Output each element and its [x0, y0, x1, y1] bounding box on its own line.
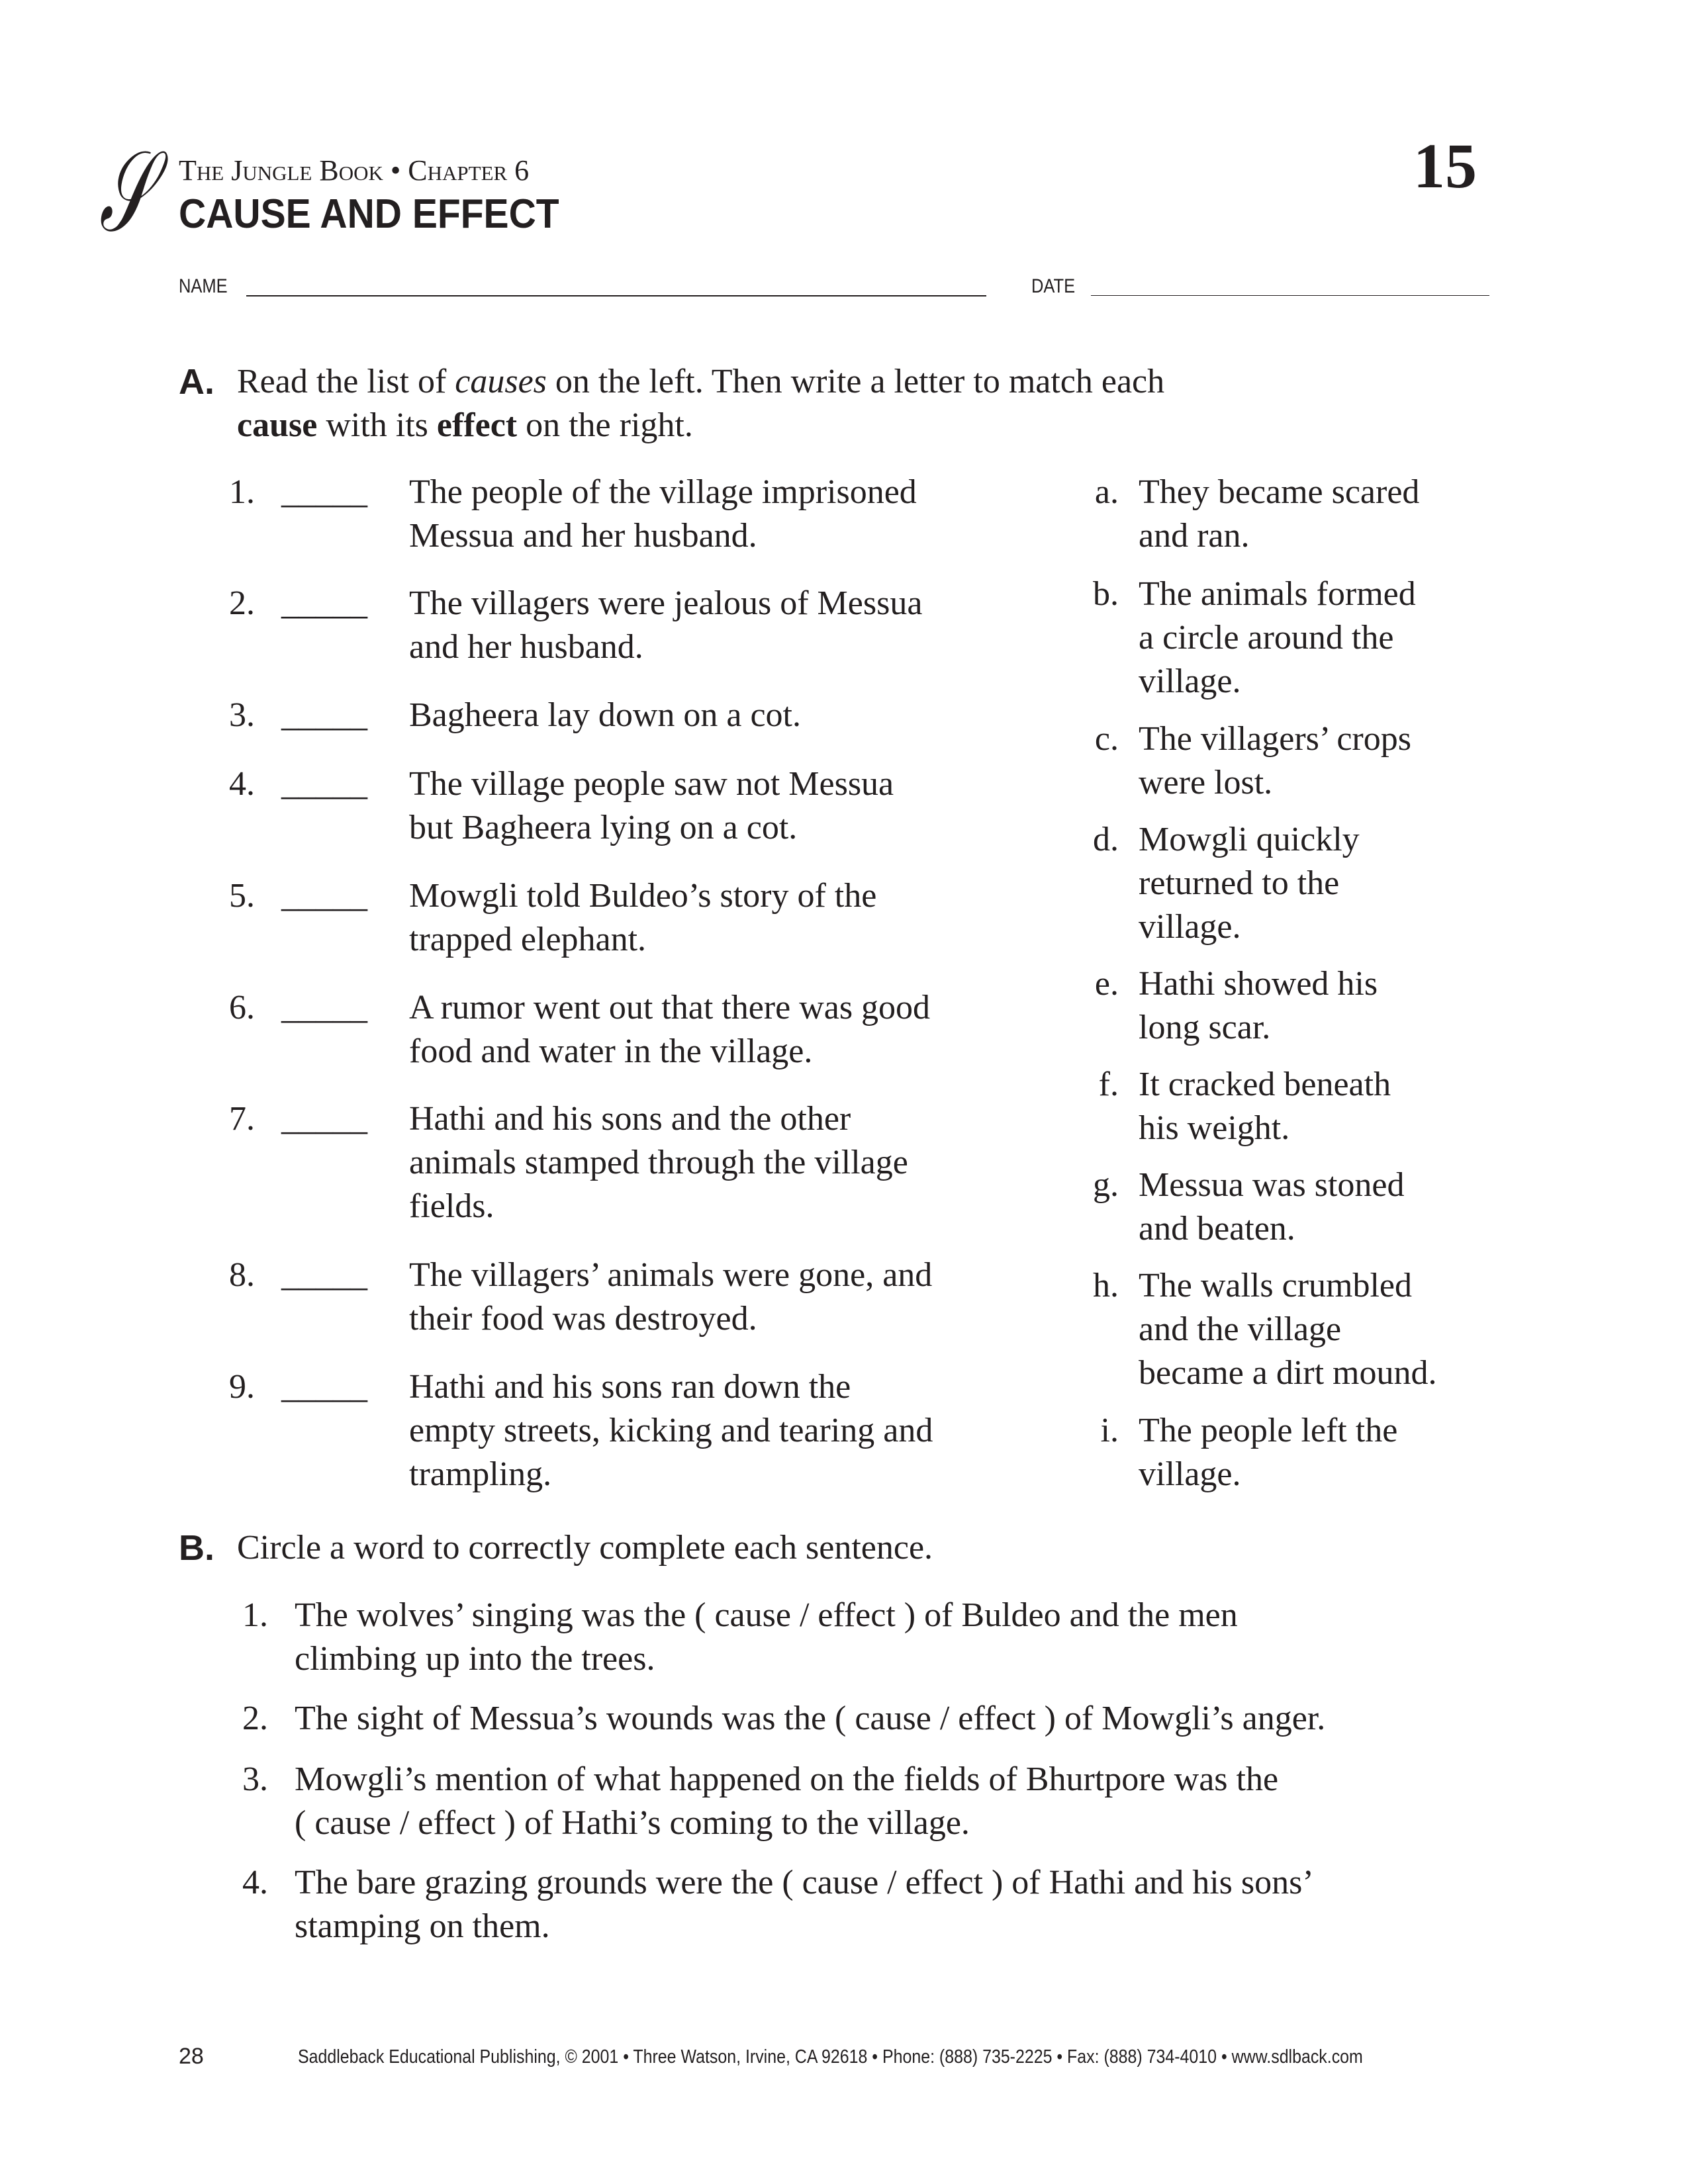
section-a-letter: A. — [179, 362, 214, 402]
section-b-letter: B. — [179, 1528, 214, 1568]
cause-line: trapped elephant. — [409, 921, 647, 958]
effect-letter: b. — [1093, 575, 1119, 613]
effect-text — [1139, 471, 1419, 558]
cause-text — [409, 582, 922, 669]
cause-line: Messua and her husband. — [409, 517, 757, 555]
answer-blank[interactable]: _____ — [281, 1100, 367, 1138]
date-field[interactable] — [1091, 295, 1489, 296]
cause-number: 9. — [229, 1368, 255, 1406]
sentence-line: climbing up into the trees. — [295, 1640, 655, 1678]
sentence-text[interactable] — [295, 1594, 1238, 1681]
sentence-line: stamping on them. — [295, 1907, 550, 1945]
effect-text — [1139, 962, 1378, 1050]
cause-line: animals stamped through the village — [409, 1144, 908, 1181]
cause-line: food and water in the village. — [409, 1032, 813, 1070]
cause-number: 3. — [229, 696, 255, 734]
effect-line: The villagers’ crops — [1139, 720, 1411, 758]
date-label: DATE — [1031, 275, 1076, 297]
section-b-instructions: Circle a word to correctly complete each sentence. — [237, 1529, 933, 1567]
name-field[interactable] — [246, 295, 986, 296]
instr-text: Read the list of — [237, 363, 455, 400]
cause-line: Bagheera lay down on a cot. — [409, 696, 802, 734]
effect-line: village. — [1139, 908, 1241, 946]
cause-number: 2. — [229, 584, 255, 622]
instr-emphasis: causes — [455, 363, 547, 400]
effect-line: They became scared — [1139, 473, 1420, 511]
instr-text: on the right. — [517, 406, 693, 444]
cause-number: 5. — [229, 877, 255, 915]
effect-letter: e. — [1094, 965, 1119, 1003]
cause-line: The villagers’ animals were gone, and — [409, 1256, 933, 1294]
effect-text — [1139, 572, 1416, 704]
cause-text — [409, 874, 876, 962]
cause-line: The villagers were jealous of Messua — [409, 584, 923, 622]
effect-letter: c. — [1094, 720, 1119, 758]
effect-line: Hathi showed his — [1139, 965, 1378, 1003]
cause-line: but Bagheera lying on a cot. — [409, 809, 798, 846]
cause-number: 4. — [229, 765, 255, 803]
page-number: 28 — [179, 2044, 204, 2069]
cause-line: trampling. — [409, 1455, 552, 1493]
effect-text — [1139, 1264, 1437, 1395]
cause-line: A rumor went out that there was good — [409, 989, 931, 1026]
sentence-text[interactable] — [295, 1697, 1325, 1741]
effect-line: became a dirt mound. — [1139, 1354, 1437, 1392]
cause-text — [409, 694, 801, 737]
cause-line: and her husband. — [409, 628, 643, 666]
effect-letter: d. — [1093, 821, 1119, 858]
effect-text — [1139, 818, 1360, 949]
cause-number: 6. — [229, 989, 255, 1026]
effect-line: The walls crumbled — [1139, 1267, 1412, 1304]
cause-line: fields. — [409, 1187, 494, 1225]
effect-line: long scar. — [1139, 1009, 1271, 1046]
effect-letter: i. — [1100, 1412, 1119, 1449]
effect-line: village. — [1139, 662, 1241, 700]
cause-text — [409, 1365, 933, 1496]
item-number: 1. — [242, 1596, 268, 1634]
sentence-line: The wolves’ singing was the ( cause / effect ) of Buldeo and the men — [295, 1596, 1238, 1634]
sentence-line: The bare grazing grounds were the ( cause / effect ) of Hathi and his sons’ — [295, 1864, 1314, 1901]
answer-blank[interactable]: _____ — [281, 765, 367, 803]
cause-text — [409, 986, 930, 1073]
effect-text — [1139, 717, 1411, 805]
sentence-line: ( cause / effect ) of Hathi’s coming to the village. — [295, 1804, 970, 1842]
cause-text — [409, 471, 917, 558]
series-title: The Jungle Book • Chapter 6 — [179, 154, 530, 187]
effect-line: and beaten. — [1139, 1210, 1295, 1248]
item-number: 4. — [242, 1864, 268, 1901]
worksheet-number: 15 — [1413, 130, 1477, 201]
cause-text — [409, 762, 894, 850]
effect-letter: f. — [1098, 1066, 1119, 1103]
answer-blank[interactable]: _____ — [281, 877, 367, 915]
effect-line: his weight. — [1139, 1109, 1290, 1147]
effect-line: village. — [1139, 1455, 1241, 1493]
answer-blank[interactable]: _____ — [281, 473, 367, 511]
effect-text — [1139, 1063, 1391, 1150]
publisher-footer: Saddleback Educational Publishing, © 2001 • Three Watson, Irvine, CA 92618 • Phone: (888) 735-2225 • Fax: (888) 734-4010 • www.sdlback.com — [298, 2046, 1363, 2068]
cause-line: The people of the village imprisoned — [409, 473, 917, 511]
effect-letter: g. — [1093, 1166, 1119, 1204]
effect-line: were lost. — [1139, 764, 1273, 801]
item-number: 2. — [242, 1700, 268, 1737]
name-label: NAME — [179, 275, 228, 297]
item-number: 3. — [242, 1760, 268, 1798]
cause-line: Hathi and his sons ran down the — [409, 1368, 851, 1406]
cause-line: Hathi and his sons and the other — [409, 1100, 851, 1138]
instr-bold: effect — [436, 406, 518, 444]
cause-number: 8. — [229, 1256, 255, 1294]
answer-blank[interactable]: _____ — [281, 1256, 367, 1294]
publisher-logo: 𝒮 — [99, 126, 152, 257]
effect-line: a circle around the — [1139, 619, 1394, 657]
effect-letter: a. — [1094, 473, 1119, 511]
effect-letter: h. — [1093, 1267, 1119, 1304]
effect-line: It cracked beneath — [1139, 1066, 1391, 1103]
cause-number: 7. — [229, 1100, 255, 1138]
effect-line: and ran. — [1139, 517, 1250, 555]
sentence-line: The sight of Messua’s wounds was the ( cause / effect ) of Mowgli’s anger. — [295, 1700, 1326, 1737]
page-title: CAUSE AND EFFECT — [179, 191, 559, 237]
instr-text: with its — [317, 406, 437, 444]
instr-text: on the left. Then write a letter to match each — [546, 363, 1165, 400]
cause-line: The village people saw not Messua — [409, 765, 894, 803]
section-a-instructions — [237, 360, 1164, 447]
cause-line: Mowgli told Buldeo’s story of the — [409, 877, 877, 915]
effect-text — [1139, 1409, 1397, 1496]
instr-bold: cause — [237, 406, 318, 444]
answer-blank[interactable]: _____ — [281, 584, 367, 622]
answer-blank[interactable]: _____ — [281, 1368, 367, 1406]
effect-line: Mowgli quickly — [1139, 821, 1360, 858]
cause-text — [409, 1097, 908, 1228]
effect-line: and the village — [1139, 1310, 1342, 1348]
cause-line: their food was destroyed. — [409, 1300, 757, 1338]
effect-line: returned to the — [1139, 864, 1340, 902]
cause-number: 1. — [229, 473, 255, 511]
cause-text — [409, 1253, 932, 1341]
effect-line: The animals formed — [1139, 575, 1416, 613]
cause-line: empty streets, kicking and tearing and — [409, 1412, 933, 1449]
effect-line: Messua was stoned — [1139, 1166, 1405, 1204]
sentence-text[interactable] — [295, 1861, 1314, 1948]
sentence-text[interactable] — [295, 1758, 1278, 1845]
effect-line: The people left the — [1139, 1412, 1398, 1449]
answer-blank[interactable]: _____ — [281, 989, 367, 1026]
effect-text — [1139, 1163, 1405, 1251]
answer-blank[interactable]: _____ — [281, 696, 367, 734]
sentence-line: Mowgli’s mention of what happened on the fields of Bhurtpore was the — [295, 1760, 1279, 1798]
